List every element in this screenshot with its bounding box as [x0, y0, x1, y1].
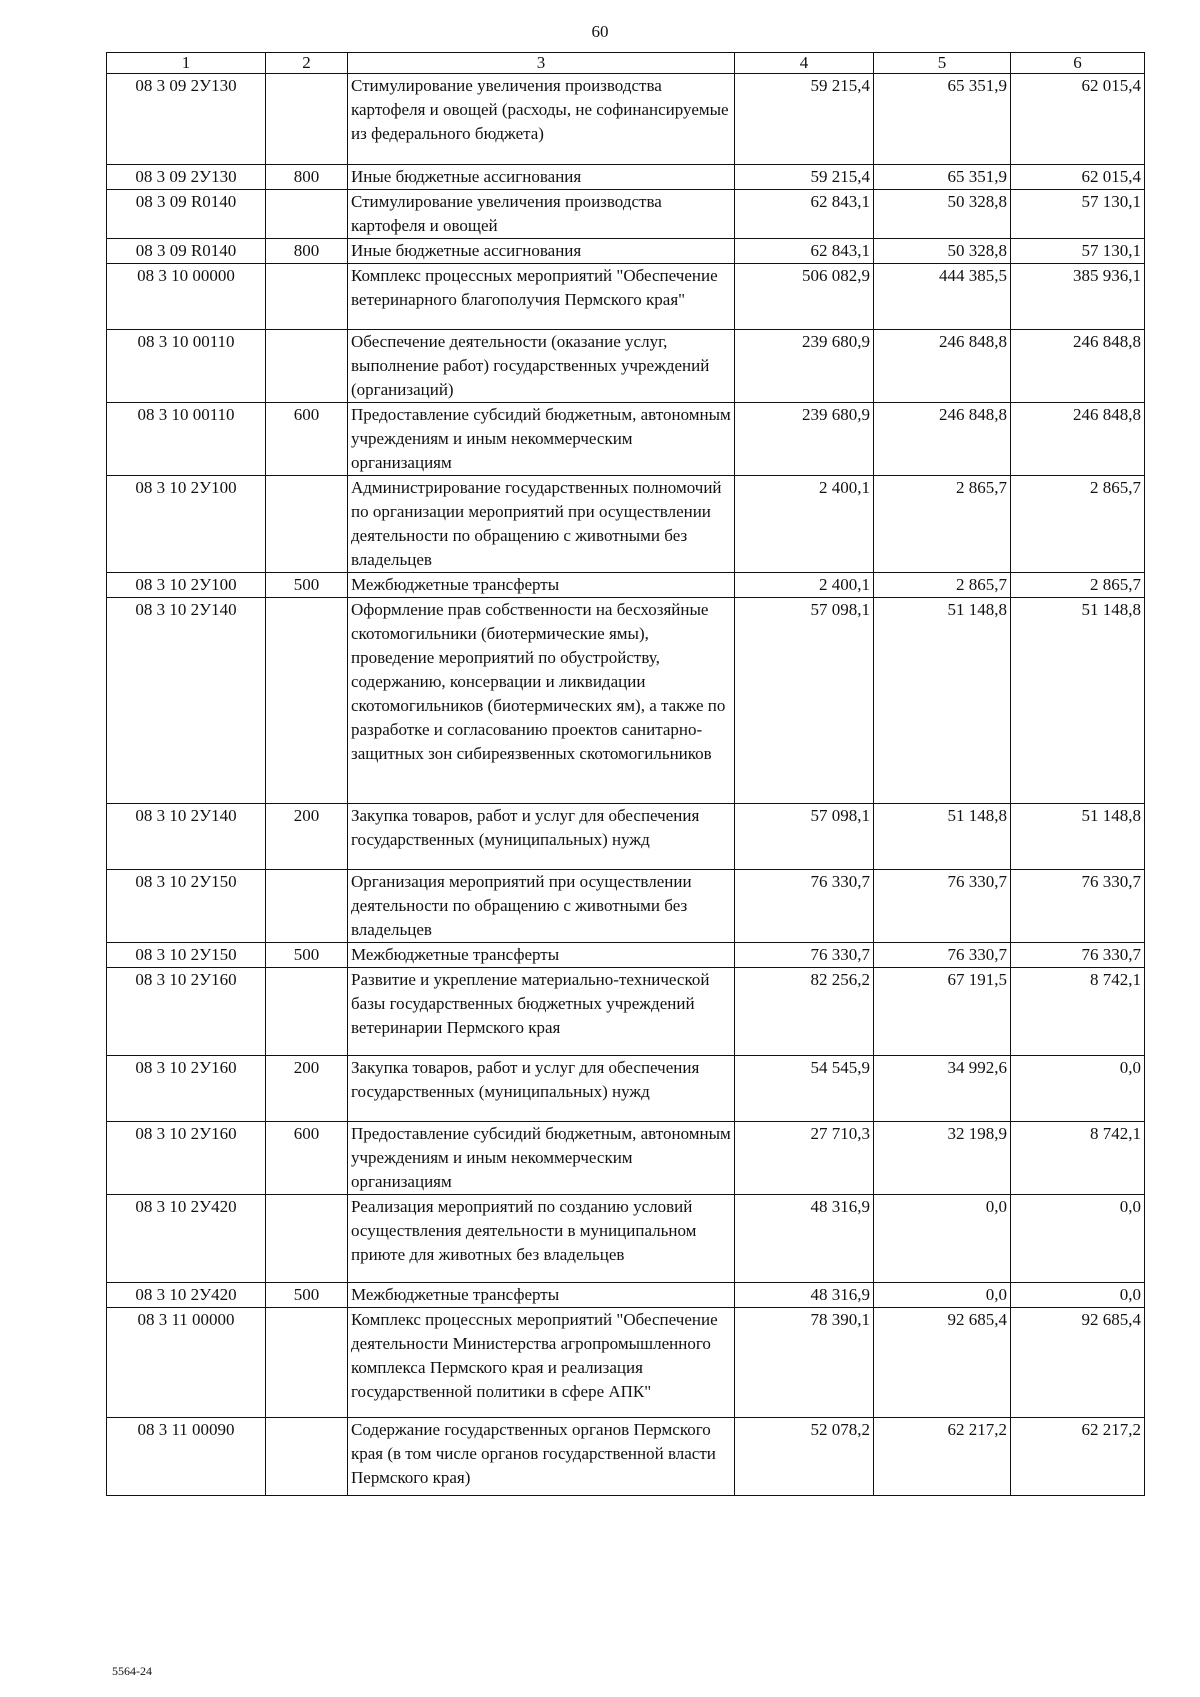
- value-col4-cell: 62 843,1: [735, 239, 874, 264]
- table-row: [107, 1195, 1145, 1283]
- expense-type-cell: [266, 1308, 348, 1418]
- budget-code-cell: 08 3 10 2У160: [107, 1056, 266, 1122]
- budget-code-cell: 08 3 10 00110: [107, 330, 266, 403]
- budget-code-cell: 08 3 10 2У160: [107, 1122, 266, 1195]
- item-name-cell: Администрирование государственных полномочий по организации мероприятий при осуществлении деятельности по обращению с животными без владельцев: [348, 476, 735, 573]
- expense-type-cell: [266, 264, 348, 330]
- value-col5-cell: 444 385,5: [874, 264, 1011, 330]
- value-col6-cell: 2 865,7: [1011, 476, 1145, 573]
- value-col6-cell: 57 130,1: [1011, 239, 1145, 264]
- value-col5-cell: 50 328,8: [874, 239, 1011, 264]
- budget-code-cell: 08 3 09 2У130: [107, 74, 266, 165]
- item-name-cell: Предоставление субсидий бюджетным, автономным учреждениям и иным некоммерческим организациям: [348, 1122, 735, 1195]
- budget-code-cell: 08 3 10 2У100: [107, 476, 266, 573]
- value-col6-cell: 57 130,1: [1011, 190, 1145, 239]
- budget-code-cell: 08 3 11 00090: [107, 1418, 266, 1496]
- table-row: [107, 943, 1145, 968]
- value-col4-cell: 57 098,1: [735, 598, 874, 804]
- budget-code-cell: 08 3 10 2У150: [107, 943, 266, 968]
- value-col5-cell: 67 191,5: [874, 968, 1011, 1056]
- value-col5-cell: 76 330,7: [874, 870, 1011, 943]
- budget-code-cell: 08 3 10 00110: [107, 403, 266, 476]
- value-col6-cell: 8 742,1: [1011, 1122, 1145, 1195]
- table-row: [107, 403, 1145, 476]
- expense-type-cell: [266, 190, 348, 239]
- value-col6-cell: 51 148,8: [1011, 598, 1145, 804]
- value-col4-cell: 239 680,9: [735, 403, 874, 476]
- value-col6-cell: 51 148,8: [1011, 804, 1145, 870]
- column-header: 2: [266, 53, 348, 74]
- column-header: 3: [348, 53, 735, 74]
- value-col5-cell: 0,0: [874, 1195, 1011, 1283]
- value-col5-cell: 2 865,7: [874, 476, 1011, 573]
- table-row: [107, 598, 1145, 804]
- expense-type-cell: [266, 74, 348, 165]
- value-col5-cell: 51 148,8: [874, 804, 1011, 870]
- expense-type-cell: [266, 1418, 348, 1496]
- item-name-cell: Закупка товаров, работ и услуг для обеспечения государственных (муниципальных) нужд: [348, 804, 735, 870]
- expense-type-cell: [266, 598, 348, 804]
- table-row: [107, 968, 1145, 1056]
- budget-code-cell: 08 3 10 2У100: [107, 573, 266, 598]
- item-name-cell: Оформление прав собственности на бесхозяйные скотомогильники (биотермические ямы), проведение мероприятий по обустройству, содержанию, консервации и ликвидации скотомогильников (биотермических ям), а также по разработке и согласованию проектов санитарно-защитных зон сибиреязвенных скотомогильников: [348, 598, 735, 804]
- value-col5-cell: 65 351,9: [874, 165, 1011, 190]
- value-col4-cell: 52 078,2: [735, 1418, 874, 1496]
- budget-code-cell: 08 3 10 00000: [107, 264, 266, 330]
- value-col5-cell: 65 351,9: [874, 74, 1011, 165]
- budget-table: [106, 52, 1145, 1496]
- column-header: 1: [107, 53, 266, 74]
- item-name-cell: Предоставление субсидий бюджетным, автономным учреждениям и иным некоммерческим организациям: [348, 403, 735, 476]
- table-row: [107, 1283, 1145, 1308]
- expense-type-cell: [266, 1195, 348, 1283]
- header-row: [107, 53, 1145, 74]
- item-name-cell: Межбюджетные трансферты: [348, 943, 735, 968]
- value-col4-cell: 76 330,7: [735, 870, 874, 943]
- value-col5-cell: 32 198,9: [874, 1122, 1011, 1195]
- value-col6-cell: 8 742,1: [1011, 968, 1145, 1056]
- budget-code-cell: 08 3 11 00000: [107, 1308, 266, 1418]
- value-col6-cell: 62 015,4: [1011, 165, 1145, 190]
- value-col4-cell: 78 390,1: [735, 1308, 874, 1418]
- table-row: [107, 190, 1145, 239]
- item-name-cell: Иные бюджетные ассигнования: [348, 239, 735, 264]
- item-name-cell: Комплекс процессных мероприятий "Обеспечение ветеринарного благополучия Пермского края": [348, 264, 735, 330]
- budget-code-cell: 08 3 10 2У420: [107, 1195, 266, 1283]
- expense-type-cell: 200: [266, 1056, 348, 1122]
- table-row: [107, 804, 1145, 870]
- table-row: [107, 1056, 1145, 1122]
- value-col4-cell: 82 256,2: [735, 968, 874, 1056]
- column-header: 4: [735, 53, 874, 74]
- item-name-cell: Комплекс процессных мероприятий "Обеспечение деятельности Министерства агропромышленного комплекса Пермского края и реализация государственной политики в сфере АПК": [348, 1308, 735, 1418]
- expense-type-cell: 600: [266, 1122, 348, 1195]
- value-col4-cell: 57 098,1: [735, 804, 874, 870]
- value-col4-cell: 59 215,4: [735, 74, 874, 165]
- value-col5-cell: 2 865,7: [874, 573, 1011, 598]
- expense-type-cell: 500: [266, 1283, 348, 1308]
- item-name-cell: Стимулирование увеличения производства картофеля и овощей: [348, 190, 735, 239]
- budget-code-cell: 08 3 10 2У420: [107, 1283, 266, 1308]
- table-body: [107, 74, 1145, 1496]
- value-col6-cell: 0,0: [1011, 1283, 1145, 1308]
- table-row: [107, 74, 1145, 165]
- value-col6-cell: 0,0: [1011, 1195, 1145, 1283]
- value-col5-cell: 246 848,8: [874, 330, 1011, 403]
- budget-code-cell: 08 3 09 R0140: [107, 239, 266, 264]
- value-col6-cell: 246 848,8: [1011, 330, 1145, 403]
- value-col4-cell: 59 215,4: [735, 165, 874, 190]
- table-row: [107, 165, 1145, 190]
- value-col4-cell: 27 710,3: [735, 1122, 874, 1195]
- table-row: [107, 330, 1145, 403]
- budget-code-cell: 08 3 09 R0140: [107, 190, 266, 239]
- table-row: [107, 1122, 1145, 1195]
- document-id: 5564-24: [112, 1664, 152, 1678]
- value-col6-cell: 385 936,1: [1011, 264, 1145, 330]
- item-name-cell: Обеспечение деятельности (оказание услуг, выполнение работ) государственных учреждений (организаций): [348, 330, 735, 403]
- table-row: [107, 870, 1145, 943]
- item-name-cell: Межбюджетные трансферты: [348, 573, 735, 598]
- table-row: [107, 239, 1145, 264]
- item-name-cell: Содержание государственных органов Пермского края (в том числе органов государственной власти Пермского края): [348, 1418, 735, 1496]
- value-col4-cell: 506 082,9: [735, 264, 874, 330]
- item-name-cell: Межбюджетные трансферты: [348, 1283, 735, 1308]
- budget-code-cell: 08 3 10 2У150: [107, 870, 266, 943]
- expense-type-cell: 800: [266, 165, 348, 190]
- item-name-cell: Развитие и укрепление материально-технической базы государственных бюджетных учреждений ветеринарии Пермского края: [348, 968, 735, 1056]
- column-header: 5: [874, 53, 1011, 74]
- value-col5-cell: 0,0: [874, 1283, 1011, 1308]
- table-row: [107, 573, 1145, 598]
- expense-type-cell: 600: [266, 403, 348, 476]
- value-col5-cell: 92 685,4: [874, 1308, 1011, 1418]
- value-col4-cell: 62 843,1: [735, 190, 874, 239]
- value-col6-cell: 2 865,7: [1011, 573, 1145, 598]
- table-row: [107, 1418, 1145, 1496]
- expense-type-cell: [266, 968, 348, 1056]
- budget-code-cell: 08 3 10 2У140: [107, 598, 266, 804]
- expense-type-cell: [266, 870, 348, 943]
- value-col6-cell: 0,0: [1011, 1056, 1145, 1122]
- item-name-cell: Организация мероприятий при осуществлении деятельности по обращению с животными без владельцев: [348, 870, 735, 943]
- value-col5-cell: 50 328,8: [874, 190, 1011, 239]
- budget-code-cell: 08 3 10 2У160: [107, 968, 266, 1056]
- value-col4-cell: 48 316,9: [735, 1195, 874, 1283]
- column-header: 6: [1011, 53, 1145, 74]
- budget-code-cell: 08 3 09 2У130: [107, 165, 266, 190]
- item-name-cell: Стимулирование увеличения производства картофеля и овощей (расходы, не софинансируемые из федерального бюджета): [348, 74, 735, 165]
- value-col6-cell: 62 015,4: [1011, 74, 1145, 165]
- table-row: [107, 264, 1145, 330]
- value-col4-cell: 54 545,9: [735, 1056, 874, 1122]
- value-col5-cell: 76 330,7: [874, 943, 1011, 968]
- item-name-cell: Иные бюджетные ассигнования: [348, 165, 735, 190]
- budget-code-cell: 08 3 10 2У140: [107, 804, 266, 870]
- expense-type-cell: 500: [266, 573, 348, 598]
- table-row: [107, 1308, 1145, 1418]
- value-col5-cell: 62 217,2: [874, 1418, 1011, 1496]
- value-col5-cell: 51 148,8: [874, 598, 1011, 804]
- expense-type-cell: [266, 330, 348, 403]
- expense-type-cell: [266, 476, 348, 573]
- value-col4-cell: 48 316,9: [735, 1283, 874, 1308]
- expense-type-cell: 500: [266, 943, 348, 968]
- value-col6-cell: 76 330,7: [1011, 943, 1145, 968]
- value-col4-cell: 239 680,9: [735, 330, 874, 403]
- value-col4-cell: 2 400,1: [735, 573, 874, 598]
- value-col4-cell: 76 330,7: [735, 943, 874, 968]
- value-col6-cell: 92 685,4: [1011, 1308, 1145, 1418]
- expense-type-cell: 800: [266, 239, 348, 264]
- value-col6-cell: 246 848,8: [1011, 403, 1145, 476]
- item-name-cell: Реализация мероприятий по созданию условий осуществления деятельности в муниципальном приюте для животных без владельцев: [348, 1195, 735, 1283]
- value-col4-cell: 2 400,1: [735, 476, 874, 573]
- table-row: [107, 476, 1145, 573]
- value-col5-cell: 246 848,8: [874, 403, 1011, 476]
- value-col6-cell: 62 217,2: [1011, 1418, 1145, 1496]
- expense-type-cell: 200: [266, 804, 348, 870]
- value-col6-cell: 76 330,7: [1011, 870, 1145, 943]
- page-number: 60: [591, 22, 609, 41]
- item-name-cell: Закупка товаров, работ и услуг для обеспечения государственных (муниципальных) нужд: [348, 1056, 735, 1122]
- value-col5-cell: 34 992,6: [874, 1056, 1011, 1122]
